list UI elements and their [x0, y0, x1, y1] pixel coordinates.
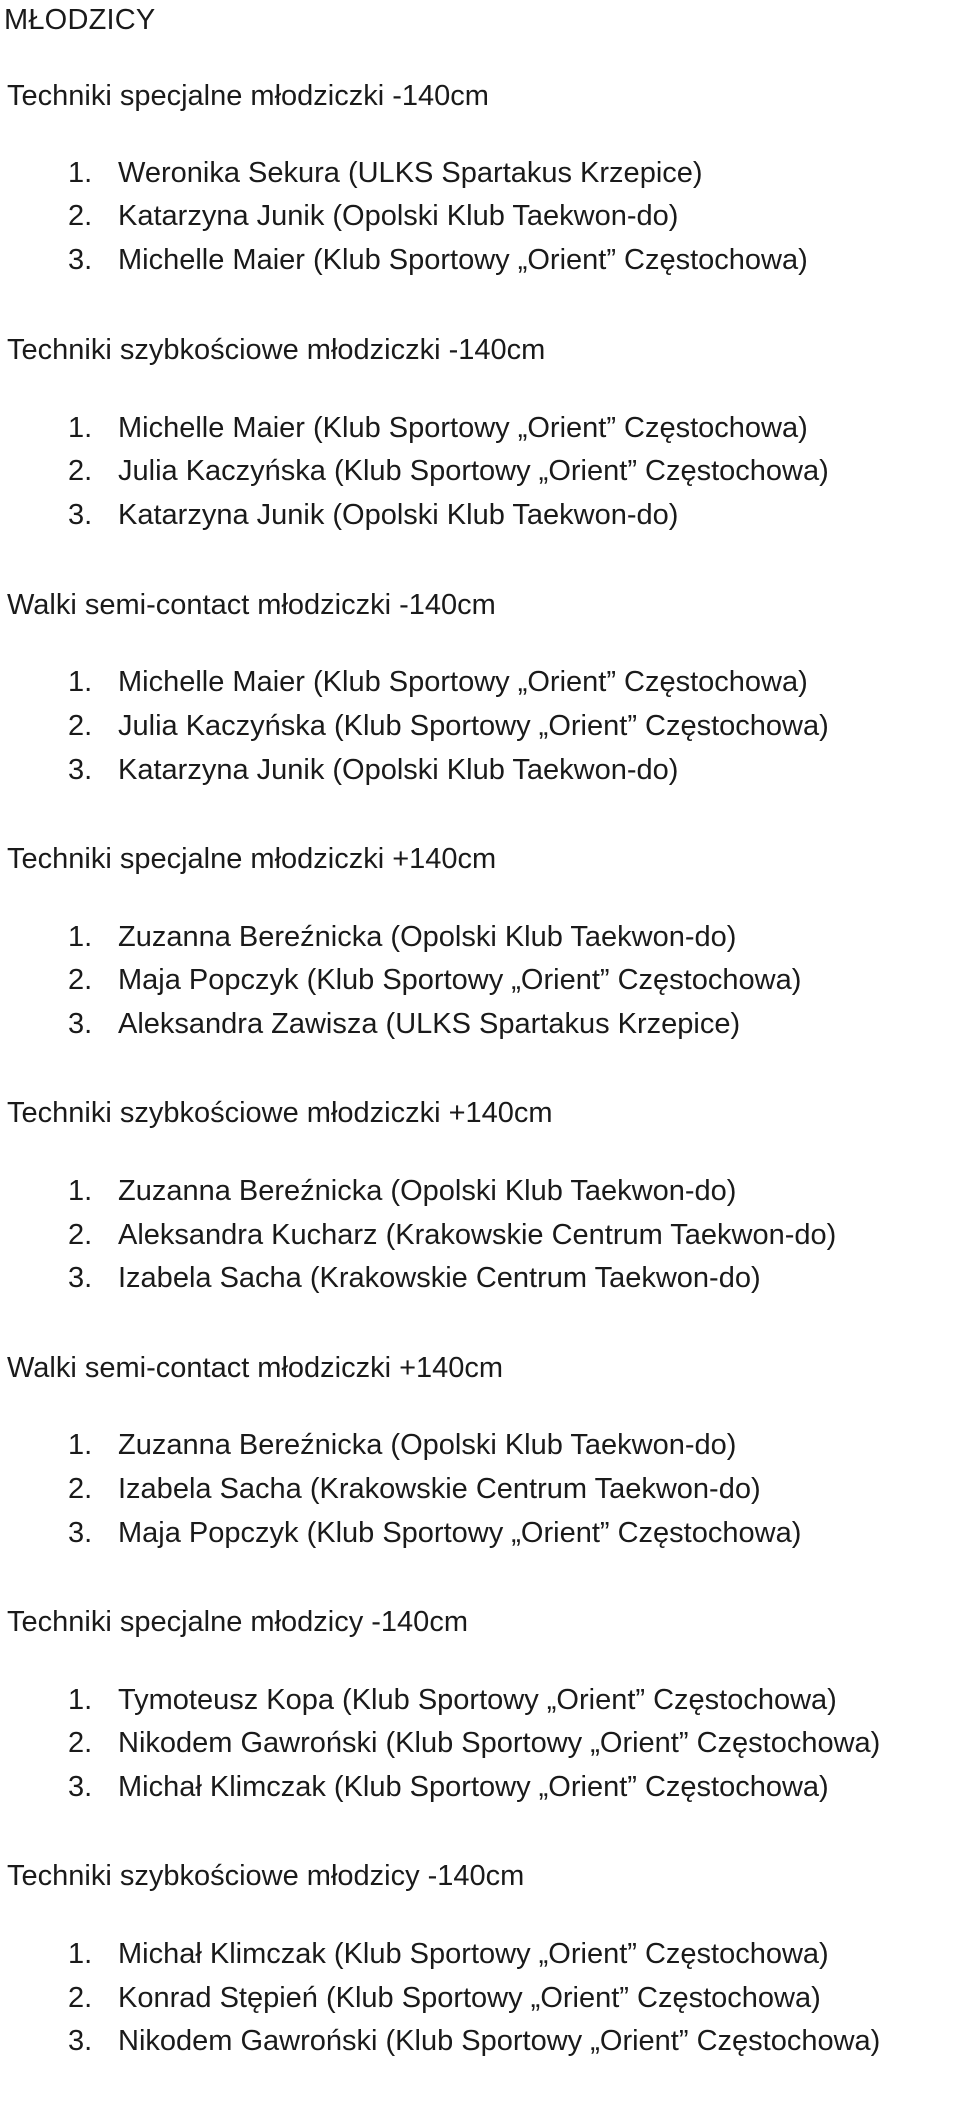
entry-rank: 3.	[68, 1008, 93, 1040]
entry-rank: 3.	[68, 1262, 93, 1294]
entry-rank: 1.	[68, 666, 93, 698]
entry-rank: 1.	[68, 1938, 93, 1970]
section-heading: Walki semi-contact młodziczki +140cm	[7, 1352, 504, 1384]
entry-text: Katarzyna Junik (Opolski Klub Taekwon-do)	[118, 754, 679, 786]
entry-text: Michelle Maier (Klub Sportowy „Orient” Częstochowa)	[118, 666, 808, 698]
entry-text: Maja Popczyk (Klub Sportowy „Orient” Częstochowa)	[118, 1517, 802, 1549]
entry-rank: 2.	[68, 1982, 93, 2014]
entry-rank: 2.	[68, 710, 93, 742]
entry-rank: 1.	[68, 412, 93, 444]
entry-text: Zuzanna Bereźnicka (Opolski Klub Taekwon-do)	[118, 1175, 737, 1207]
entry-text: Tymoteusz Kopa (Klub Sportowy „Orient” Częstochowa)	[118, 1684, 837, 1716]
entry-text: Zuzanna Bereźnicka (Opolski Klub Taekwon-do)	[118, 1429, 737, 1461]
entry-rank: 1.	[68, 1175, 93, 1207]
section-heading: Techniki szybkościowe młodzicy -140cm	[7, 1860, 525, 1892]
entry-text: Zuzanna Bereźnicka (Opolski Klub Taekwon-do)	[118, 921, 737, 953]
entry-text: Katarzyna Junik (Opolski Klub Taekwon-do)	[118, 200, 679, 232]
entry-rank: 1.	[68, 921, 93, 953]
section-heading: Techniki specjalne młodziczki -140cm	[7, 80, 489, 112]
entry-text: Izabela Sacha (Krakowskie Centrum Taekwon-do)	[118, 1473, 761, 1505]
entry-rank: 2.	[68, 455, 93, 487]
entry-rank: 3.	[68, 2025, 93, 2057]
entry-text: Aleksandra Kucharz (Krakowskie Centrum Taekwon-do)	[118, 1219, 837, 1251]
entry-rank: 1.	[68, 157, 93, 189]
entry-rank: 2.	[68, 1219, 93, 1251]
entry-text: Michelle Maier (Klub Sportowy „Orient” Częstochowa)	[118, 412, 808, 444]
entry-rank: 1.	[68, 1684, 93, 1716]
section-heading: Techniki specjalne młodzicy -140cm	[7, 1606, 468, 1638]
entry-rank: 2.	[68, 964, 93, 996]
section-heading: Techniki szybkościowe młodziczki -140cm	[7, 334, 546, 366]
entry-text: Weronika Sekura (ULKS Spartakus Krzepice)	[118, 157, 703, 189]
entry-rank: 2.	[68, 1727, 93, 1759]
document-title: MŁODZICY	[4, 4, 156, 36]
section-heading: Techniki specjalne młodziczki +140cm	[7, 843, 497, 875]
section-heading: Techniki szybkościowe młodziczki +140cm	[7, 1097, 553, 1129]
entry-text: Nikodem Gawroński (Klub Sportowy „Orient” Częstochowa)	[118, 2025, 881, 2057]
entry-text: Michelle Maier (Klub Sportowy „Orient” Częstochowa)	[118, 244, 808, 276]
entry-rank: 3.	[68, 244, 93, 276]
entry-text: Izabela Sacha (Krakowskie Centrum Taekwon-do)	[118, 1262, 761, 1294]
entry-rank: 1.	[68, 1429, 93, 1461]
entry-rank: 3.	[68, 1771, 93, 1803]
entry-rank: 3.	[68, 754, 93, 786]
entry-text: Katarzyna Junik (Opolski Klub Taekwon-do)	[118, 499, 679, 531]
entry-rank: 2.	[68, 200, 93, 232]
entry-text: Maja Popczyk (Klub Sportowy „Orient” Częstochowa)	[118, 964, 802, 996]
entry-text: Nikodem Gawroński (Klub Sportowy „Orient” Częstochowa)	[118, 1727, 881, 1759]
entry-text: Michał Klimczak (Klub Sportowy „Orient” Częstochowa)	[118, 1771, 829, 1803]
entry-text: Julia Kaczyńska (Klub Sportowy „Orient” Częstochowa)	[118, 455, 829, 487]
entry-rank: 2.	[68, 1473, 93, 1505]
entry-text: Aleksandra Zawisza (ULKS Spartakus Krzepice)	[118, 1008, 741, 1040]
section-heading: Walki semi-contact młodziczki -140cm	[7, 589, 496, 621]
entry-rank: 3.	[68, 1517, 93, 1549]
entry-rank: 3.	[68, 499, 93, 531]
entry-text: Konrad Stępień (Klub Sportowy „Orient” Częstochowa)	[118, 1982, 821, 2014]
entry-text: Michał Klimczak (Klub Sportowy „Orient” Częstochowa)	[118, 1938, 829, 1970]
entry-text: Julia Kaczyńska (Klub Sportowy „Orient” Częstochowa)	[118, 710, 829, 742]
